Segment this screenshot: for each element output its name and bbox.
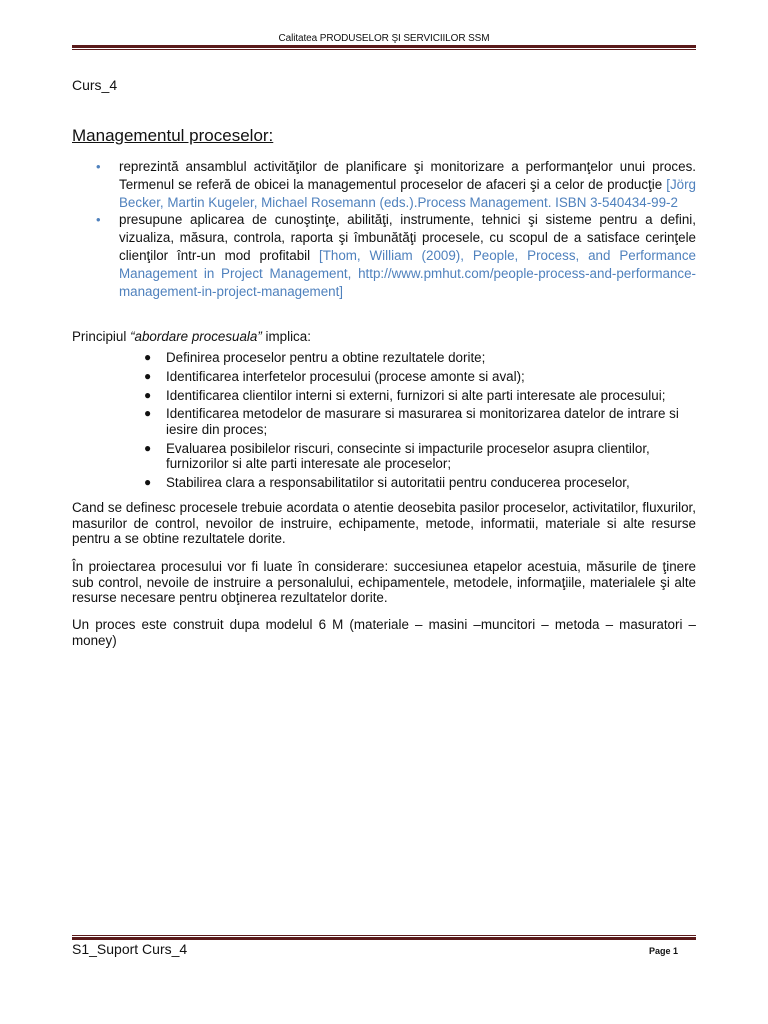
list-item-text: Identificarea interfetelor procesului (procese amonte si aval);: [166, 368, 525, 384]
principle-intro: [72, 329, 311, 344]
section-title: Managementul proceselor:: [72, 126, 274, 145]
list-item-text: Identificarea clientilor interni si externi, furnizori si alte parti interesate ale procesului;: [166, 387, 666, 403]
list-item: [72, 350, 696, 366]
principle-prefix: Principiul: [72, 329, 131, 344]
principle-suffix: implica:: [261, 329, 311, 344]
list-item-text: Evaluarea posibilelor riscuri, consecinte si impacturile proceselor asupra clientilor, furnizorilor si alte parti interesate ale proceselor;: [166, 440, 650, 472]
bullet-icon: ●: [144, 406, 152, 421]
list-item: [72, 441, 696, 472]
course-label: Curs_4: [72, 77, 118, 93]
footer-rule-thin: [72, 935, 696, 936]
bullet-reference: [Jörg Becker, Martin Kugeler, Michael Rosemann (eds.).Process Management. ISBN 3-540434-99-2: [119, 176, 696, 210]
bullet-icon: ●: [144, 474, 152, 489]
bullet-text: reprezintă ansamblul activităţilor de planificare şi monitorizare a performanţelor unui proces. Termenul se referă de obicei la managementul proceselor de afaceri şi a celor de producţie: [119, 159, 696, 192]
definition-bullet: [72, 158, 696, 211]
header-title: Calitatea PRODUSELOR ŞI SERVICIILOR SSM: [278, 33, 490, 44]
bullet-reference: [Thom, William (2009), People, Process, and Performance Management in Project Management, http://www.pmhut.com/people-process-and-performance-management-in-project-management]: [119, 247, 696, 299]
list-item: [72, 406, 696, 437]
page-number: Page 1: [649, 946, 679, 956]
definition-bullets: [72, 158, 696, 300]
principle-term: “abordare procesuala”: [130, 329, 262, 344]
footer-rule-thick: [72, 937, 696, 940]
bullet-icon: •: [96, 212, 101, 228]
paragraph-definition: Cand se definesc procesele trebuie acordata o atentie deosebita pasilor proceselor, activitatilor, fluxurilor, masurilor de control, nevoilor de instruire, echipamente, metode, informatii, materiale si alte resurse pentru a se obtine rezultatele dorite.: [72, 500, 696, 547]
paragraph-design: În proiectarea procesului vor fi luate în considerare: succesiunea etapelor acestuia, măsurile de ţinere sub control, nevoile de instruire a personalului, echipamentele, metodele, informaţiile, materialele şi alte resurse necesare pentru obţinerea rezultatelor dorite.: [72, 559, 696, 606]
bullet-icon: ●: [144, 440, 152, 455]
paragraph-6m-model: Un proces este construit dupa modelul 6 M (materiale – masini –muncitori – metoda – masuratori – money): [72, 617, 696, 648]
bullet-text: presupune aplicarea de cunoştinţe, abilităţi, instrumente, tehnici şi sisteme pentru a defini, vizualiza, măsura, controla, raporta şi îmbunătăţi procesele, cu scopul de a satisface cerinţele clienţilor într-un mod profitabil: [119, 212, 696, 263]
header-rule-thin: [72, 49, 696, 50]
list-item-text: Identificarea metodelor de masurare si masurarea si monitorizarea datelor de intrare si iesire din proces;: [166, 406, 679, 437]
bullet-icon: ●: [144, 350, 152, 364]
definition-bullet: [72, 211, 696, 300]
bullet-icon: •: [96, 159, 101, 174]
list-item: [72, 369, 696, 385]
principle-list: [72, 350, 696, 494]
bullet-icon: ●: [144, 387, 152, 402]
list-item: [72, 475, 696, 491]
bullet-icon: ●: [144, 368, 152, 383]
footer-course-name: S1_Suport Curs_4: [72, 941, 188, 957]
list-item-text: Stabilirea clara a responsabilitatilor si autoritatii pentru conducerea proceselor,: [166, 474, 630, 490]
header-rule-thick: [72, 45, 696, 48]
list-item-text: Definirea proceselor pentru a obtine rezultatele dorite;: [166, 350, 486, 365]
list-item: [72, 388, 696, 404]
